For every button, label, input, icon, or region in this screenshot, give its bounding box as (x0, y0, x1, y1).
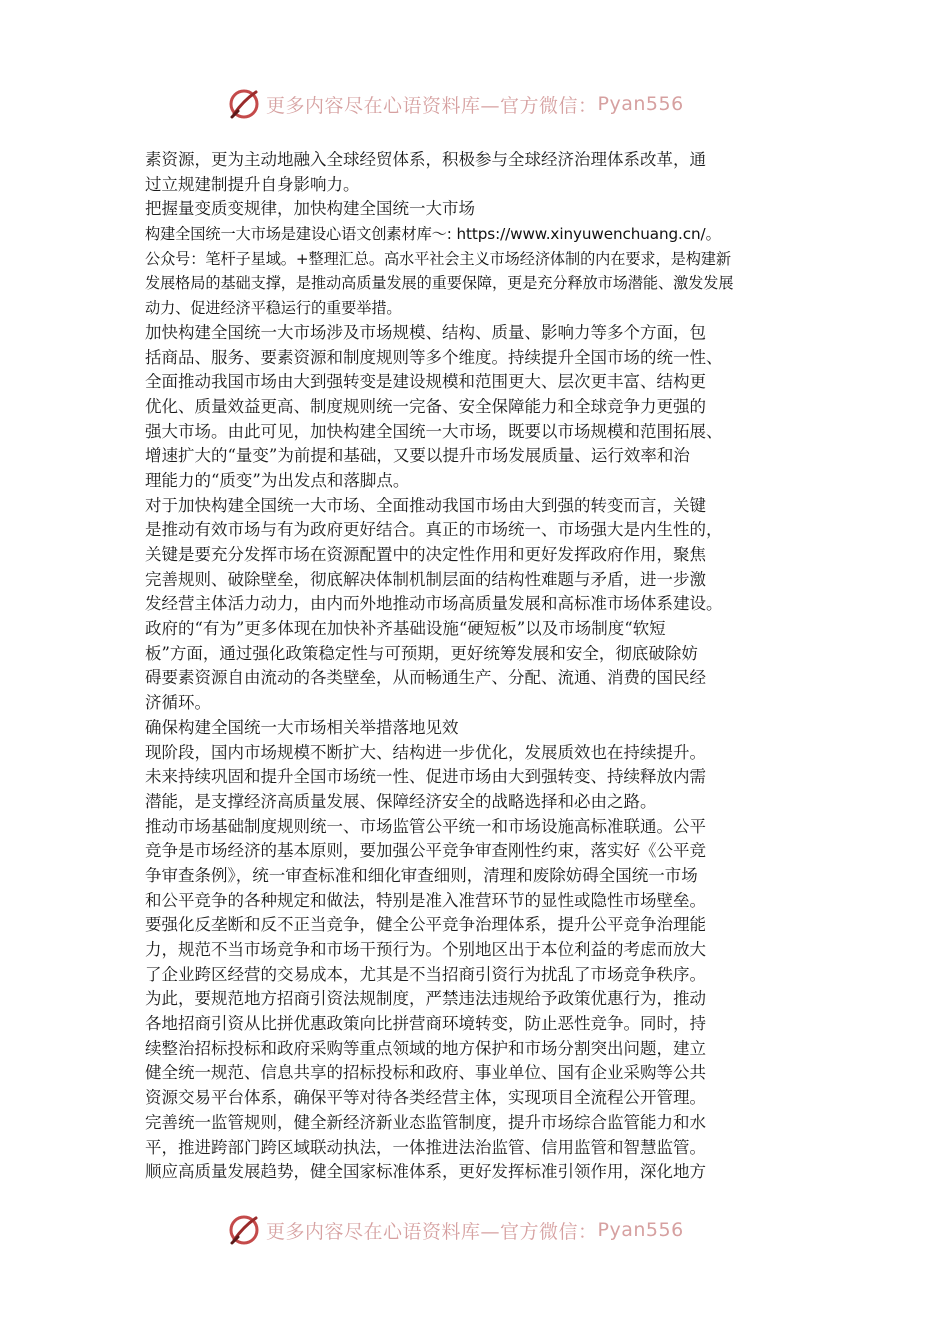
text-line: 强大市场。由此可见，加快构建全国统一大市场，既要以市场规模和范围拓展、 (145, 421, 723, 441)
text-line: 现阶段，国内市场规模不断扩大、结构进一步优化，发展质效也在持续提升。 (145, 742, 706, 762)
text-line: 对于加快构建全国统一大市场、全面推动我国市场由大到强的转变而言，关键 (145, 495, 706, 515)
banner-text: 更多内容尽在心语资料库—官方微信： (266, 94, 598, 117)
text-line: 了企业跨区经营的交易成本，尤其是不当招商引资行为扰乱了市场竞争秩序。 (145, 964, 706, 984)
wechat-id: Pyan556 (597, 1219, 684, 1241)
text-line: 为此，要规范地方招商引资法规制度，严禁违法违规给予政策优惠行为，推动 (145, 989, 706, 1009)
text-line: 发经营主体活力动力，由内而外地推动市场高质量发展和高标准市场体系建设。 (145, 594, 723, 614)
text-line: 和公平竞争的各种规定和做法，特别是准入准营环节的显性或隐性市场壁垒。 (145, 890, 706, 910)
text-line: 争审查条例》，统一审查标准和细化审查细则，清理和废除妨碍全国统一市场 (145, 865, 698, 885)
banner-text: 更多内容尽在心语资料库—官方微信： (266, 1220, 598, 1243)
text-line: 完善统一监管规则，健全新经济新业态监管制度，提升市场综合监管能力和水 (145, 1112, 706, 1132)
text-line: 关键是要充分发挥市场在资源配置中的决定性作用和更好发挥政府作用，聚焦 (145, 545, 706, 564)
text-line: 竞争是市场经济的基本原则，要加强公平竞争审查刚性约束，落实好《公平竞 (145, 841, 706, 861)
text-line: 加快构建全国统一大市场涉及市场规模、结构、质量、影响力等多个方面，包 (145, 322, 706, 342)
text-line: 碍要素资源自由流动的各类壁垒，从而畅通生产、分配、流通、消费的国民经 (145, 668, 706, 688)
text-line: 理能力的“质变”为出发点和落脚点。 (145, 470, 410, 490)
document-body (145, 148, 815, 1185)
text-line: 各地招商引资从比拼优惠政策向比拼营商环境转变，防止恶性竞争。同时，持 (145, 1014, 706, 1034)
text-line: 健全统一规范、信息共享的招标投标和政府、事业单位、国有企业采购等公共 (145, 1063, 706, 1083)
text-line: 发展格局的基础支撑，是推动高质量发展的重要保障，更是充分释放市场潜能、激发发展 (145, 274, 734, 293)
text-line: 未来持续巩固和提升全国市场统一性、促进市场由大到强转变、持续释放内需 (145, 767, 706, 787)
text-line: 板”方面，通过强化政策稳定性与可预期，更好统筹发展和安全，彻底破除妨 (145, 643, 698, 663)
text-line: 确保构建全国统一大市场相关举措落地见效 (145, 717, 459, 737)
text-line: 济循环。 (145, 693, 211, 713)
brush-logo-icon (226, 1212, 262, 1248)
text-line: 公众号：笔杆子星域。+整理汇总。高水平社会主义市场经济体制的内在要求，是构建新 (145, 249, 731, 268)
brush-logo-icon (226, 86, 262, 122)
text-line: 完善规则、破除壁垒，彻底解决体制机制层面的结构性难题与矛盾，进一步激 (145, 569, 706, 589)
text-line: 资源交易平台体系，确保平等对待各类经营主体，实现项目全流程公开管理。 (145, 1088, 706, 1108)
text-line: 括商品、服务、要素资源和制度规则等多个维度。持续提升全国市场的统一性、 (145, 347, 723, 367)
text-line: 顺应高质量发展趋势，健全国家标准体系，更好发挥标准引领作用，深化地方 (145, 1162, 706, 1182)
text-line: 续整治招标投标和政府采购等重点领域的地方保护和市场分割突出问题，建立 (145, 1038, 706, 1058)
text-line: 动力、促进经济平稳运行的重要举措。 (145, 299, 402, 318)
text-line: 平，推进跨部门跨区域联动执法，一体推进法治监管、信用监管和智慧监管。 (145, 1137, 706, 1157)
wechat-id: Pyan556 (597, 93, 684, 115)
text-line: 构建全国统一大市场是建设心语文创素材库～: https://www.xinyuwenchuang.cn/。 (145, 225, 721, 244)
text-line: 要强化反垄断和反不正当竞争，健全公平竞争治理体系，提升公平竞争治理能 (145, 915, 706, 935)
text-line: 优化、质量效益更高、制度规则统一完备、安全保障能力和全球竞争力更强的 (145, 396, 706, 416)
text-line: 把握量变质变规律，加快构建全国统一大市场 (145, 199, 475, 219)
text-line: 推动市场基础制度规则统一、市场监管公平统一和市场设施高标准联通。公平 (145, 816, 706, 836)
footer-banner (226, 1210, 684, 1250)
text-line: 增速扩大的“量变”为前提和基础，又要以提升市场发展质量、运行效率和治 (145, 446, 690, 466)
text-line: 政府的“有为”更多体现在加快补齐基础设施“硬短板”以及市场制度“软短 (145, 619, 666, 639)
text-line: 全面推动我国市场由大到强转变是建设规模和范围更大、层次更丰富、结构更 (145, 372, 706, 392)
text-line: 是推动有效市场与有为政府更好结合。真正的市场统一、市场强大是内生性的， (145, 520, 723, 540)
header-banner (226, 84, 684, 124)
text-line: 素资源，更为主动地融入全球经贸体系，积极参与全球经济治理体系改革，通 (145, 150, 706, 169)
text-line: 过立规建制提升自身影响力。 (145, 174, 360, 194)
text-line: 力，规范不当市场竞争和市场干预行为。个别地区出于本位利益的考虑而放大 (145, 940, 706, 959)
text-line: 潜能，是支撑经济高质量发展、保障经济安全的战略选择和必由之路。 (145, 791, 657, 811)
